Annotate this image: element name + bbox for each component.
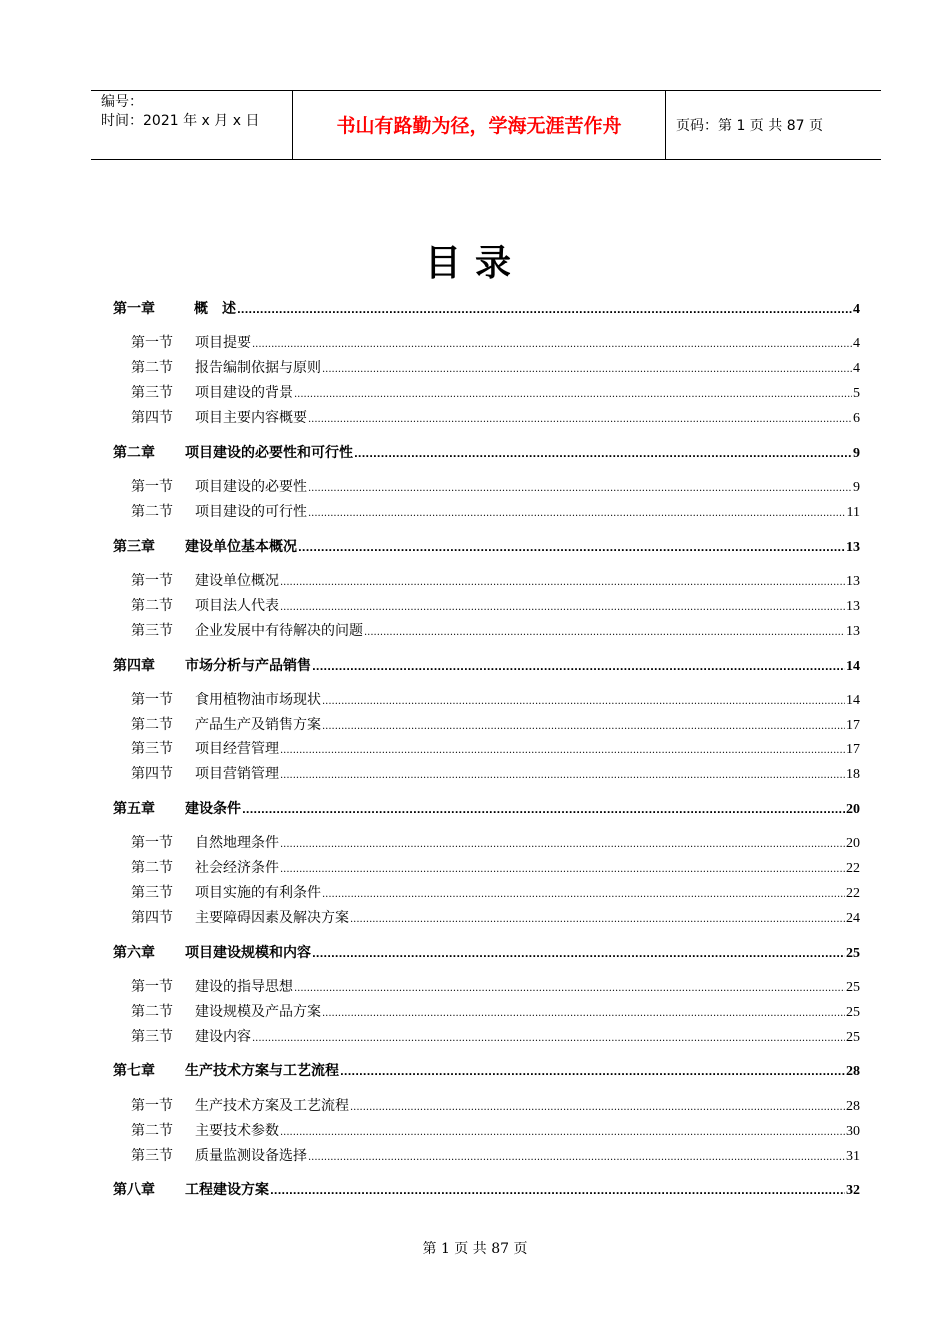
toc-number: 第二节 bbox=[131, 1004, 173, 1020]
toc-page: 25 bbox=[846, 1005, 860, 1020]
toc-section[interactable] bbox=[131, 571, 860, 591]
toc-page: 14 bbox=[846, 693, 860, 708]
toc-number: 第二节 bbox=[131, 598, 173, 614]
toc-page: 31 bbox=[846, 1149, 860, 1164]
toc-section[interactable] bbox=[131, 908, 860, 928]
toc-number: 第三节 bbox=[131, 741, 173, 757]
toc-number: 第三节 bbox=[131, 385, 173, 401]
toc-leader bbox=[350, 1098, 845, 1118]
toc-chapter[interactable] bbox=[113, 443, 860, 463]
toc-page: 25 bbox=[846, 980, 860, 995]
toc-section[interactable] bbox=[131, 621, 860, 641]
toc-number: 第一节 bbox=[131, 692, 173, 708]
toc-page: 20 bbox=[846, 802, 860, 817]
toc-page: 13 bbox=[846, 574, 860, 589]
toc-section[interactable] bbox=[131, 1146, 860, 1166]
toc-text: 报告编制依据与原则 bbox=[195, 360, 321, 376]
toc-number: 第三节 bbox=[131, 1148, 173, 1164]
toc-chapter[interactable] bbox=[113, 299, 860, 319]
toc-leader bbox=[242, 801, 845, 821]
toc-leader bbox=[350, 910, 845, 930]
toc-section[interactable] bbox=[131, 883, 860, 903]
toc-page: 4 bbox=[853, 336, 860, 351]
toc-leader bbox=[354, 445, 852, 465]
toc-leader bbox=[280, 1123, 845, 1143]
toc-leader bbox=[294, 385, 852, 405]
toc-leader bbox=[322, 1004, 845, 1024]
toc-number: 第一节 bbox=[131, 479, 173, 495]
page-footer: 第 1 页 共 87 页 bbox=[422, 1241, 528, 1257]
toc-section[interactable] bbox=[131, 833, 860, 853]
toc-page: 11 bbox=[846, 505, 860, 520]
toc-leader bbox=[312, 658, 845, 678]
toc-page: 9 bbox=[853, 480, 860, 495]
toc-text: 项目法人代表 bbox=[195, 598, 279, 614]
toc-page: 6 bbox=[853, 411, 860, 426]
toc-section[interactable] bbox=[131, 715, 860, 735]
document-header bbox=[91, 90, 881, 160]
toc-text: 建设单位概况 bbox=[195, 573, 279, 589]
toc-leader bbox=[308, 410, 852, 430]
toc-number: 第七章 bbox=[113, 1063, 155, 1079]
toc-leader bbox=[322, 885, 845, 905]
toc-page: 28 bbox=[846, 1064, 860, 1079]
toc-leader bbox=[298, 539, 845, 559]
toc-leader bbox=[280, 835, 845, 855]
toc-leader bbox=[280, 598, 845, 618]
toc-leader bbox=[270, 1182, 845, 1202]
toc-page: 22 bbox=[846, 886, 860, 901]
toc-section[interactable] bbox=[131, 1027, 860, 1047]
toc-number: 第三节 bbox=[131, 885, 173, 901]
toc-page: 22 bbox=[846, 861, 860, 876]
toc-section[interactable] bbox=[131, 739, 860, 759]
toc-number: 第六章 bbox=[113, 945, 155, 961]
toc-page: 9 bbox=[853, 446, 860, 461]
toc-section[interactable] bbox=[131, 596, 860, 616]
toc-leader bbox=[322, 360, 852, 380]
toc-text: 工程建设方案 bbox=[185, 1182, 269, 1198]
toc-text: 生产技术方案及工艺流程 bbox=[195, 1098, 349, 1114]
toc-leader bbox=[312, 945, 845, 965]
toc-text: 食用植物油市场现状 bbox=[195, 692, 321, 708]
toc-page: 20 bbox=[846, 836, 860, 851]
toc-leader bbox=[280, 573, 845, 593]
toc-leader bbox=[252, 1029, 845, 1049]
toc-text: 项目营销管理 bbox=[195, 766, 279, 782]
toc-section[interactable] bbox=[131, 408, 860, 428]
toc-section[interactable] bbox=[131, 333, 860, 353]
toc-text: 概 述 bbox=[194, 301, 236, 317]
toc-text: 主要障碍因素及解决方案 bbox=[195, 910, 349, 926]
toc-text: 项目建设的必要性 bbox=[195, 479, 307, 495]
toc-page: 17 bbox=[846, 742, 860, 757]
document-number-label: 编号： bbox=[101, 94, 143, 110]
toc-number: 第三节 bbox=[131, 1029, 173, 1045]
toc-page: 13 bbox=[846, 540, 860, 555]
toc-number: 第三节 bbox=[131, 623, 173, 639]
toc-leader bbox=[308, 1148, 845, 1168]
toc-section[interactable] bbox=[131, 502, 860, 522]
toc-page: 4 bbox=[853, 361, 860, 376]
toc-number: 第二节 bbox=[131, 860, 173, 876]
toc-page: 5 bbox=[853, 386, 860, 401]
toc-text: 项目提要 bbox=[195, 335, 251, 351]
toc-section[interactable] bbox=[131, 383, 860, 403]
toc-number: 第四节 bbox=[131, 410, 173, 426]
toc-title: 目录 bbox=[424, 243, 525, 284]
toc-number: 第一章 bbox=[113, 301, 155, 317]
toc-section[interactable] bbox=[131, 977, 860, 997]
toc-text: 建设单位基本概况 bbox=[185, 539, 297, 555]
toc-chapter[interactable] bbox=[113, 537, 860, 557]
toc-section[interactable] bbox=[131, 690, 860, 710]
toc-number: 第一节 bbox=[131, 979, 173, 995]
toc-section[interactable] bbox=[131, 1096, 860, 1116]
toc-text: 自然地理条件 bbox=[195, 835, 279, 851]
toc-number: 第八章 bbox=[113, 1182, 155, 1198]
toc-text: 建设规模及产品方案 bbox=[195, 1004, 321, 1020]
toc-leader bbox=[340, 1063, 845, 1083]
header-info-cell bbox=[91, 91, 293, 159]
toc-text: 市场分析与产品销售 bbox=[185, 658, 311, 674]
toc-leader bbox=[308, 504, 846, 524]
toc-page: 18 bbox=[846, 767, 860, 782]
toc-section[interactable] bbox=[131, 764, 860, 784]
toc-section[interactable] bbox=[131, 477, 860, 497]
toc-chapter[interactable] bbox=[113, 656, 860, 676]
toc-leader bbox=[280, 860, 845, 880]
toc-page: 17 bbox=[846, 718, 860, 733]
toc-text: 项目建设的可行性 bbox=[195, 504, 307, 520]
toc-text: 项目主要内容概要 bbox=[195, 410, 307, 426]
toc-page: 25 bbox=[846, 1030, 860, 1045]
toc-number: 第二节 bbox=[131, 360, 173, 376]
toc-section[interactable] bbox=[131, 1002, 860, 1022]
document-time-label: 时间：2021 年 x 月 x 日 bbox=[101, 113, 260, 129]
toc-text: 生产技术方案与工艺流程 bbox=[185, 1063, 339, 1079]
toc-page: 13 bbox=[846, 624, 860, 639]
toc-number: 第四节 bbox=[131, 766, 173, 782]
header-motto-cell bbox=[293, 91, 666, 159]
toc-page: 14 bbox=[846, 659, 860, 674]
toc-section[interactable] bbox=[131, 858, 860, 878]
toc-page: 32 bbox=[846, 1183, 860, 1198]
toc-text: 建设的指导思想 bbox=[195, 979, 293, 995]
toc-number: 第二节 bbox=[131, 1123, 173, 1139]
toc-text: 项目经营管理 bbox=[195, 741, 279, 757]
toc-chapter[interactable] bbox=[113, 1061, 860, 1081]
toc-leader bbox=[237, 301, 852, 321]
toc-number: 第二章 bbox=[113, 445, 155, 461]
toc-chapter[interactable] bbox=[113, 1180, 860, 1200]
toc-number: 第四节 bbox=[131, 910, 173, 926]
header-page-cell bbox=[666, 91, 881, 159]
toc-section[interactable] bbox=[131, 1121, 860, 1141]
toc-number: 第五章 bbox=[113, 801, 155, 817]
toc-page: 28 bbox=[846, 1099, 860, 1114]
toc-leader bbox=[322, 692, 845, 712]
toc-text: 建设条件 bbox=[185, 801, 241, 817]
toc-text: 主要技术参数 bbox=[195, 1123, 279, 1139]
toc-number: 第一节 bbox=[131, 573, 173, 589]
toc-text: 质量监测设备选择 bbox=[195, 1148, 307, 1164]
toc-leader bbox=[252, 335, 852, 355]
toc-page: 13 bbox=[846, 599, 860, 614]
toc-text: 建设内容 bbox=[195, 1029, 251, 1045]
toc-text: 社会经济条件 bbox=[195, 860, 279, 876]
header-motto: 书山有路勤为径，学海无涯苦作舟 bbox=[336, 115, 622, 137]
toc-number: 第三章 bbox=[113, 539, 155, 555]
toc-chapter[interactable] bbox=[113, 799, 860, 819]
toc-text: 项目建设的背景 bbox=[195, 385, 293, 401]
toc-number: 第一节 bbox=[131, 835, 173, 851]
toc-chapter[interactable] bbox=[113, 943, 860, 963]
toc-leader bbox=[280, 766, 845, 786]
toc-section[interactable] bbox=[131, 358, 860, 378]
toc-page: 24 bbox=[846, 911, 860, 926]
header-page-info: 页码：第 1 页 共 87 页 bbox=[676, 118, 823, 134]
toc-number: 第二节 bbox=[131, 504, 173, 520]
toc-page: 30 bbox=[846, 1124, 860, 1139]
toc-number: 第一节 bbox=[131, 335, 173, 351]
toc-number: 第四章 bbox=[113, 658, 155, 674]
toc-page: 4 bbox=[853, 302, 860, 317]
toc-text: 企业发展中有待解决的问题 bbox=[195, 623, 363, 639]
toc-text: 项目建设的必要性和可行性 bbox=[185, 445, 353, 461]
toc-text: 项目建设规模和内容 bbox=[185, 945, 311, 961]
toc-page: 25 bbox=[846, 946, 860, 961]
toc-leader bbox=[308, 479, 852, 499]
toc-text: 项目实施的有利条件 bbox=[195, 885, 321, 901]
toc-text: 产品生产及销售方案 bbox=[195, 717, 321, 733]
toc-number: 第一节 bbox=[131, 1098, 173, 1114]
toc-number: 第二节 bbox=[131, 717, 173, 733]
toc-leader bbox=[322, 717, 845, 737]
toc-leader bbox=[364, 623, 845, 643]
toc-leader bbox=[280, 741, 845, 761]
toc-leader bbox=[294, 979, 845, 999]
